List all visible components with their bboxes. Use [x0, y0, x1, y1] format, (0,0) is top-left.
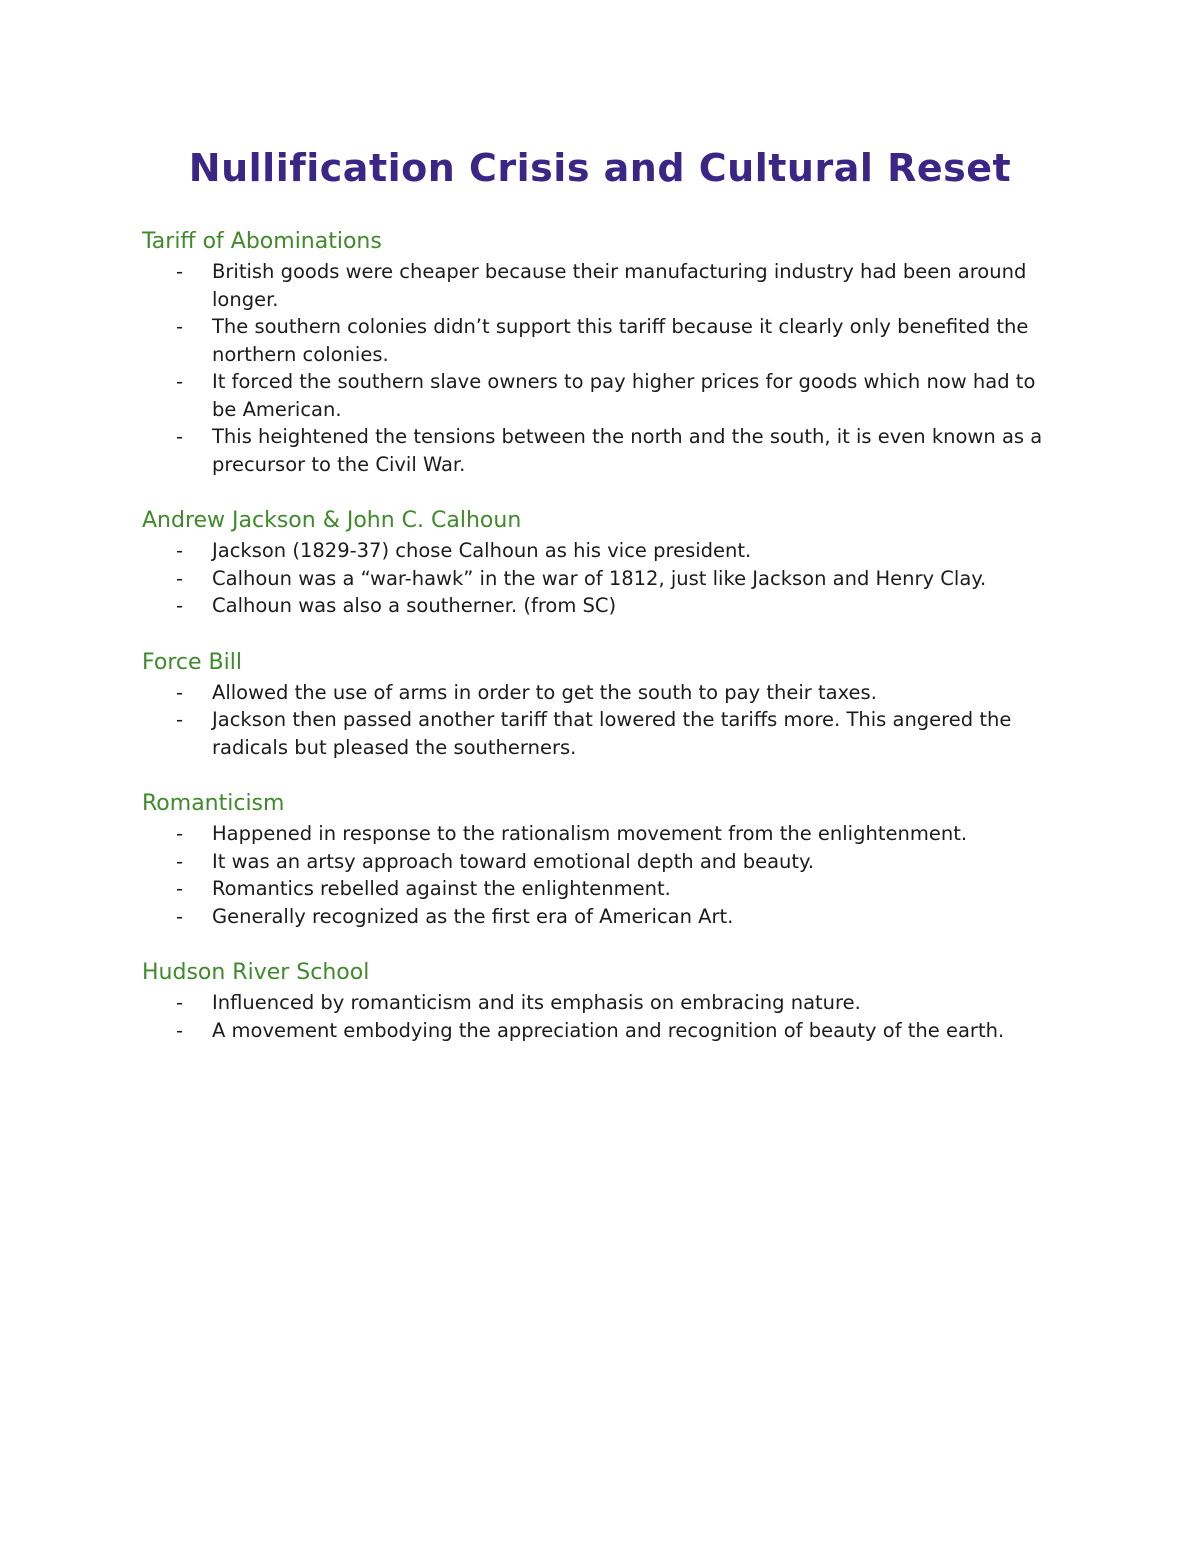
bullet-list — [142, 258, 1062, 478]
bullet-dash: - — [176, 315, 184, 338]
section-romanticism — [142, 788, 1062, 930]
bullet-dash: - — [176, 991, 184, 1014]
list-item — [142, 368, 1062, 423]
list-item — [142, 679, 1062, 707]
bullet-dash: - — [176, 594, 184, 617]
bullet-dash: - — [176, 708, 184, 731]
list-item — [142, 258, 1062, 313]
list-item-text: A movement embodying the appreciation and recognition of beauty of the earth. — [212, 1018, 1005, 1042]
section-heading: Andrew Jackson & John C. Calhoun — [142, 508, 522, 533]
section-heading: Tariff of Abominations — [142, 229, 382, 254]
bullet-dash: - — [176, 539, 184, 562]
list-item — [142, 565, 1062, 593]
list-item-text: Generally recognized as the first era of American Art. — [212, 904, 734, 928]
bullet-dash: - — [176, 680, 184, 704]
section-heading: Romanticism — [142, 791, 285, 816]
document-body — [142, 226, 1062, 1071]
section-heading: Hudson River School — [142, 960, 370, 985]
bullet-dash: - — [176, 904, 184, 928]
bullet-dash: - — [176, 1018, 184, 1042]
bullet-dash: - — [176, 425, 184, 448]
list-item-text: Calhoun was also a southerner. (from SC) — [212, 594, 617, 617]
list-item — [142, 537, 1062, 565]
list-item — [142, 1017, 1062, 1045]
section-hudson-river-school — [142, 957, 1062, 1044]
list-item-text: It was an artsy approach toward emotional depth and beauty. — [212, 849, 815, 873]
section-jackson-calhoun — [142, 505, 1062, 620]
list-item-text: Allowed the use of arms in order to get the south to pay their taxes. — [212, 680, 877, 704]
list-item-text: Influenced by romanticism and its emphasis on embracing nature. — [212, 991, 861, 1014]
bullet-list — [142, 679, 1062, 762]
list-item-text: Calhoun was a “war-hawk” in the war of 1812, just like Jackson and Henry Clay. — [212, 566, 987, 590]
bullet-list — [142, 989, 1062, 1044]
section-heading: Force Bill — [142, 649, 242, 675]
list-item-text: The southern colonies didn’t support this tariff because it clearly only benefited the northern colonies. — [212, 315, 1029, 366]
bullet-dash: - — [176, 566, 184, 590]
list-item-text: This heightened the tensions between the north and the south, it is even known as a precursor to the Civil War. — [212, 425, 1043, 476]
bullet-list — [142, 820, 1062, 930]
list-item-text: Jackson then passed another tariff that lowered the tariffs more. This angered the radicals but pleased the southerners. — [212, 708, 1012, 759]
list-item — [142, 423, 1062, 478]
bullet-dash: - — [176, 849, 184, 873]
list-item — [142, 989, 1062, 1017]
bullet-dash: - — [176, 877, 184, 900]
list-item-text: It forced the southern slave owners to pay higher prices for goods which now had to be American. — [212, 370, 1036, 421]
section-force-bill — [142, 647, 1062, 762]
list-item — [142, 848, 1062, 876]
list-item-text: Happened in response to the rationalism movement from the enlightenment. — [212, 822, 968, 845]
list-item — [142, 313, 1062, 368]
list-item — [142, 903, 1062, 931]
bullet-dash: - — [176, 260, 184, 283]
list-item-text: British goods were cheaper because their manufacturing industry had been around longer. — [212, 260, 1027, 311]
list-item — [142, 875, 1062, 903]
list-item-text: Jackson (1829-37) chose Calhoun as his vice president. — [212, 539, 752, 562]
page-title: Nullification Crisis and Cultural Reset — [188, 146, 1012, 190]
list-item-text: Romantics rebelled against the enlightenment. — [212, 877, 671, 900]
bullet-list — [142, 537, 1062, 620]
list-item — [142, 820, 1062, 848]
list-item — [142, 706, 1062, 761]
list-item — [142, 592, 1062, 620]
section-tariff-of-abominations — [142, 226, 1062, 478]
bullet-dash: - — [176, 370, 184, 393]
bullet-dash: - — [176, 822, 184, 845]
